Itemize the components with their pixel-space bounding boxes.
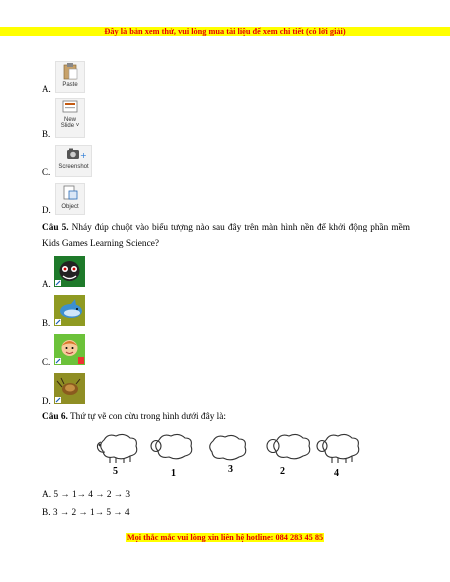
q4-option-d-letter: D. bbox=[42, 205, 51, 215]
q5-option-b-letter: B. bbox=[42, 318, 51, 328]
step-number-1: 1 bbox=[171, 468, 176, 479]
step-number-5: 5 bbox=[113, 466, 118, 477]
q5-option-a-letter: A. bbox=[42, 279, 51, 289]
screenshot-icon-tile bbox=[55, 145, 92, 177]
step-number-4: 4 bbox=[334, 468, 339, 479]
dolphin-app-icon bbox=[54, 295, 85, 326]
insect-app-icon bbox=[54, 373, 85, 404]
q5-text bbox=[42, 221, 410, 252]
new-slide-icon-tile bbox=[55, 98, 85, 138]
screenshot-icon bbox=[63, 146, 85, 162]
q4-option-a-letter: A. bbox=[42, 84, 51, 94]
screenshot-label: Screenshot bbox=[58, 164, 89, 170]
q6-answer-b: B. 3 → 2 → 1→ 5 → 4 bbox=[42, 508, 130, 518]
q6-text bbox=[42, 410, 410, 426]
object-icon bbox=[60, 184, 80, 202]
q4-option-c-letter: C. bbox=[42, 167, 51, 177]
new-slide-icon bbox=[60, 99, 80, 115]
sheep-step-1-image bbox=[151, 434, 192, 458]
sheep-step-2-image bbox=[267, 434, 310, 458]
q5-option-d-letter: D. bbox=[42, 396, 51, 406]
q5-option-c-letter: C. bbox=[42, 357, 51, 367]
sheep-step-4-image bbox=[317, 434, 359, 463]
tiger-app-icon bbox=[54, 256, 85, 287]
object-icon-tile bbox=[55, 183, 85, 215]
object-label: Object bbox=[61, 204, 79, 210]
paste-icon-tile bbox=[55, 61, 85, 93]
q6-body: Thứ tự vẽ con cừu trong hình dưới đây là: bbox=[67, 412, 226, 422]
new-slide-label-2: Slide ˅ bbox=[60, 123, 80, 129]
q6-label: Câu 6. bbox=[42, 412, 68, 422]
q5-body: Nháy đúp chuột vào biểu tượng nào sau đây trên màn hình nền để khởi động phần mềm Kids Games Learning Science? bbox=[42, 223, 410, 249]
step-number-2: 2 bbox=[280, 466, 285, 477]
footer-banner: Mọi thắc mắc vui lòng xin liên hệ hotline: 084 283 45 85 bbox=[126, 533, 324, 542]
header-banner: Đây là bản xem thử, vui lòng mua tài liệu để xem chi tiết (có lời giải) bbox=[0, 27, 450, 36]
paste-icon bbox=[60, 62, 80, 80]
sheep-steps-figure bbox=[96, 432, 366, 468]
paste-label: Paste bbox=[62, 82, 78, 88]
new-slide-label-1: New bbox=[63, 117, 76, 123]
sheep-step-3-image bbox=[210, 435, 246, 459]
q5-label: Câu 5. bbox=[42, 223, 69, 233]
q4-option-b-letter: B. bbox=[42, 129, 51, 139]
kid-app-icon bbox=[54, 334, 85, 365]
svg-text:+: + bbox=[79, 151, 87, 160]
sheep-step-5-image bbox=[97, 434, 136, 463]
step-number-3: 3 bbox=[228, 464, 233, 475]
q6-answer-a: A. 5 → 1→ 4 → 2 → 3 bbox=[42, 490, 131, 500]
